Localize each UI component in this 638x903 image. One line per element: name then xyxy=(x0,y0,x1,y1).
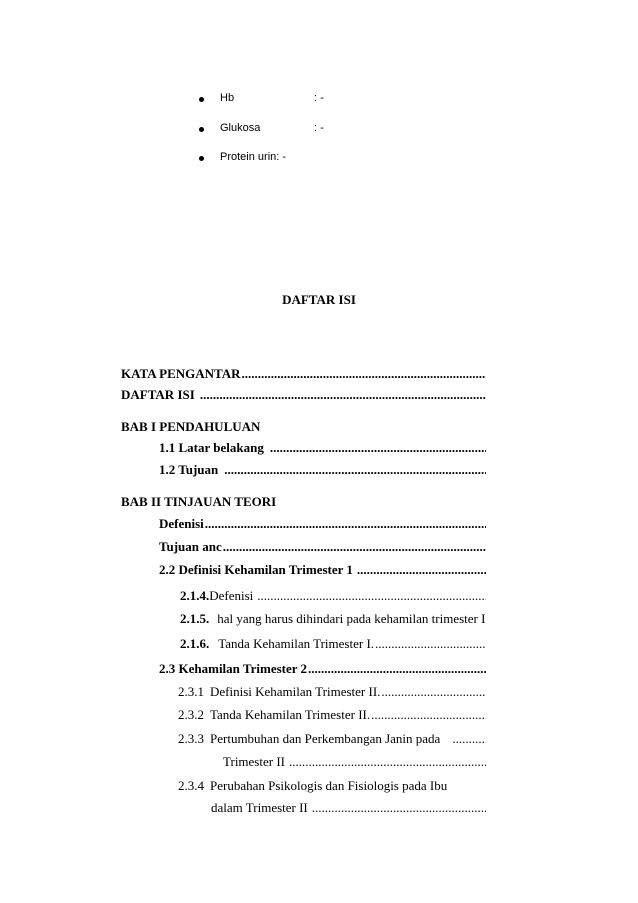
toc-entry-kata-pengantar: KATA PENGANTAR ..... xyxy=(121,366,486,382)
page-title: DAFTAR ISI xyxy=(282,292,356,307)
toc-entry-2-3-1: 2.3.1 Definisi Kehamilan Trimester II. ..... xyxy=(178,684,486,700)
toc-entry-daftar-isi: DAFTAR ISI ..... xyxy=(121,387,486,403)
toc-entry-2-1-5: 2.1.5. hal yang harus dihindari pada kehamilan trimester I xyxy=(180,611,486,626)
toc-entry-1-1: 1.1 Latar belakang ..... xyxy=(159,440,486,456)
toc-entry-2-1-6: 2.1.6. Tanda Kehamilan Trimester I. ..... xyxy=(180,636,486,652)
lab-item-value: : - xyxy=(314,122,324,134)
toc-entry-tujuan-anc: Tujuan anc ..... xyxy=(159,539,486,555)
toc-entry-2-1-4: 2.1.4. Defenisi ..... xyxy=(180,588,486,604)
lab-item-name: Glukosa xyxy=(220,122,261,134)
toc-entry-2-3: 2.3 Kehamilan Trimester 2 ..... xyxy=(159,661,486,677)
toc-entry-2-2: 2.2 Definisi Kehamilan Trimester 1 ..... xyxy=(159,562,486,578)
bullet-icon xyxy=(199,156,204,161)
lab-item-name: Protein urin: - xyxy=(220,151,287,163)
toc-entry-2-3-3: 2.3.3 Pertumbuhan dan Perkembangan Janin pada ..... xyxy=(178,731,486,747)
toc-entry-2-3-4: 2.3.4 Perubahan Psikologis dan Fisiologis pada Ibu xyxy=(178,778,448,793)
toc-entry-2-3-3-cont: Trimester II ..... xyxy=(223,754,486,770)
lab-item-name: Hb xyxy=(220,92,235,104)
bullet-icon xyxy=(199,127,204,132)
toc-entry-2-3-4-cont: dalam Trimester II ..... xyxy=(211,800,486,816)
toc-chapter-bab1: BAB I PENDAHULUAN xyxy=(121,419,261,434)
toc-entry-defenisi: Defenisi ..... xyxy=(159,516,486,532)
lab-item-value: : - xyxy=(314,92,324,104)
toc-entry-2-3-2: 2.3.2 Tanda Kehamilan Trimester II. ..... xyxy=(178,707,486,723)
bullet-icon xyxy=(199,97,204,102)
toc-entry-1-2: 1.2 Tujuan ..... xyxy=(159,462,486,478)
toc-chapter-bab2: BAB II TINJAUAN TEORI xyxy=(121,494,277,509)
